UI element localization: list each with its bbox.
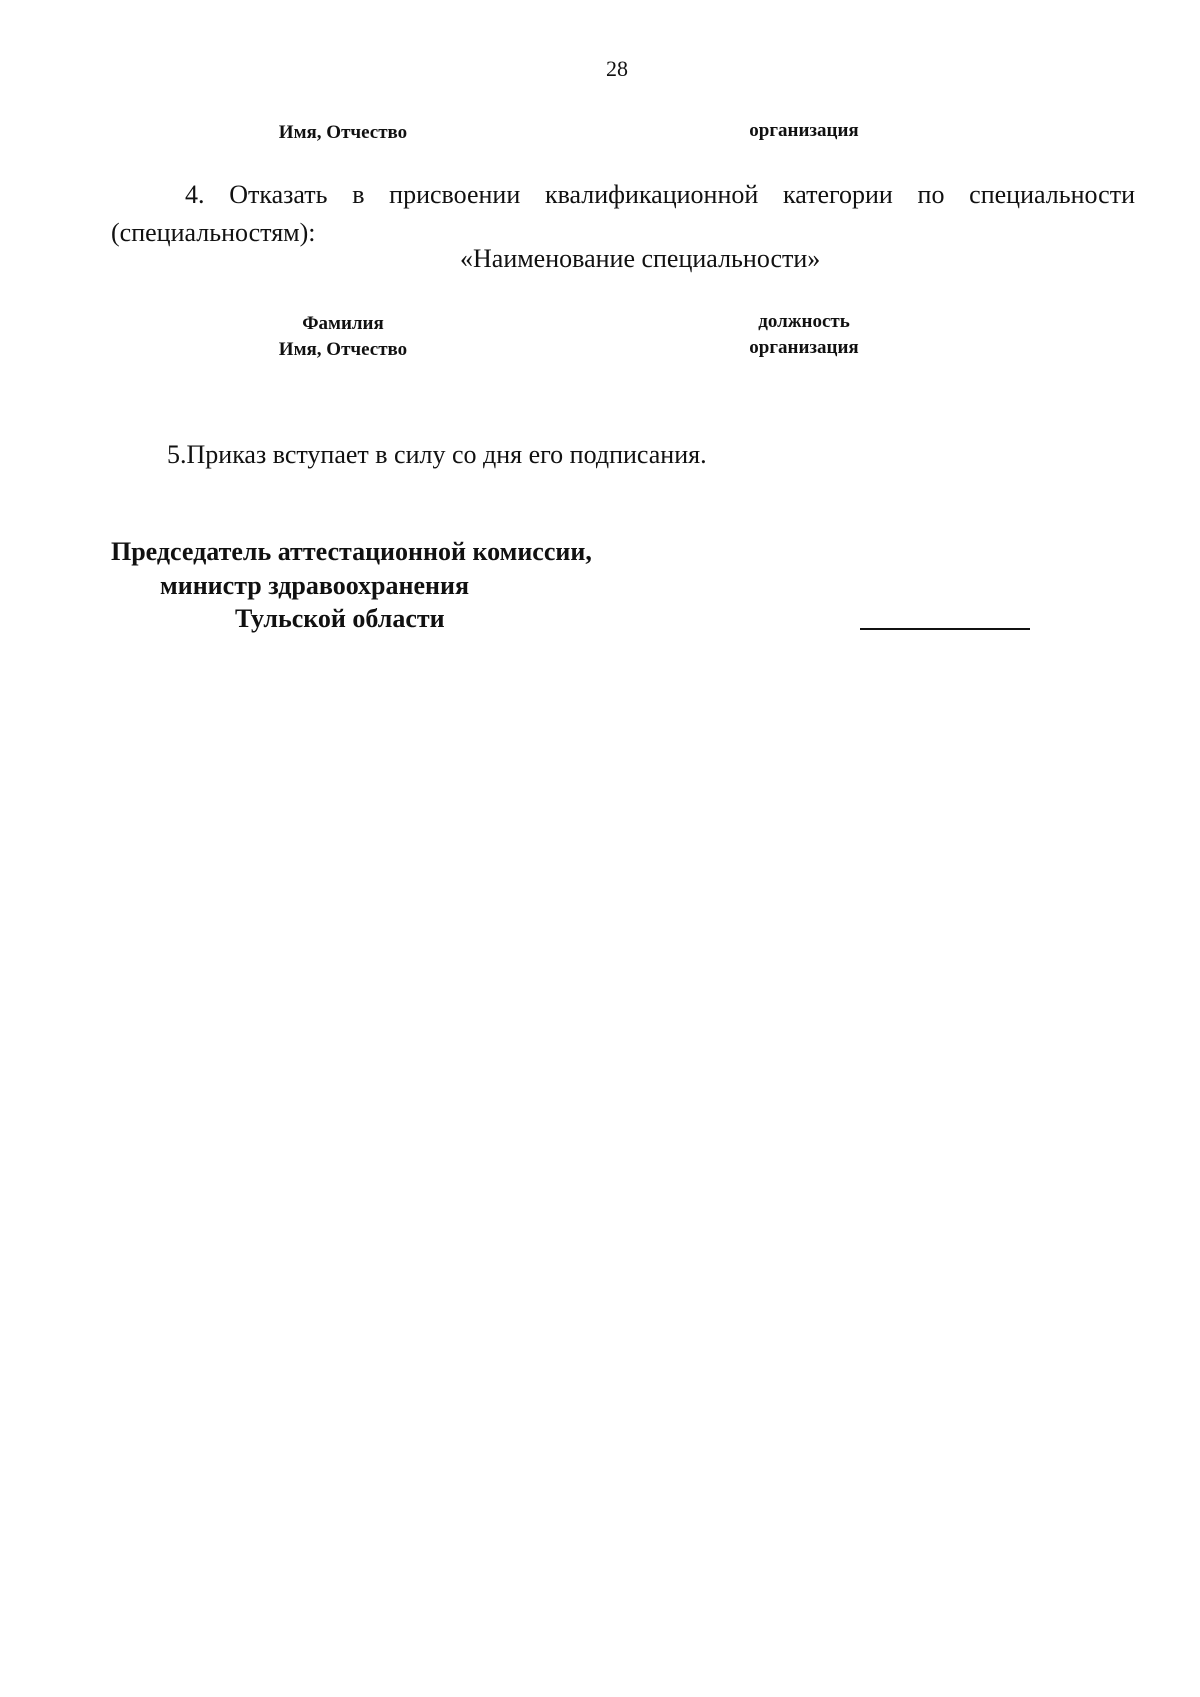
specialty-name: «Наименование специальности» (460, 244, 821, 273)
signatory-title-line2: министр здравоохранения (160, 571, 470, 600)
person-name-label: Имя, Отчество (278, 122, 408, 143)
person-block (193, 311, 493, 363)
organization-label: организация (749, 337, 859, 358)
item-5-paragraph: 5.Приказ вступает в силу со дня его подписания. (167, 440, 707, 469)
signatory-title-line3: Тульской области (235, 604, 445, 633)
page-number: 28 (606, 56, 628, 81)
signature-line (860, 628, 1030, 630)
surname-label: Фамилия (302, 313, 384, 334)
name-patronymic-label: Имя, Отчество (278, 339, 408, 360)
position-label: должность (758, 311, 850, 332)
position-block (654, 309, 954, 361)
organization-label: организация (749, 120, 859, 141)
signatory-title-line1: Председатель аттестационной комиссии, (111, 537, 592, 566)
item-4-paragraph: 4. Отказать в присвоении квалификационной категории по специальности (специальностям): (111, 180, 1135, 247)
